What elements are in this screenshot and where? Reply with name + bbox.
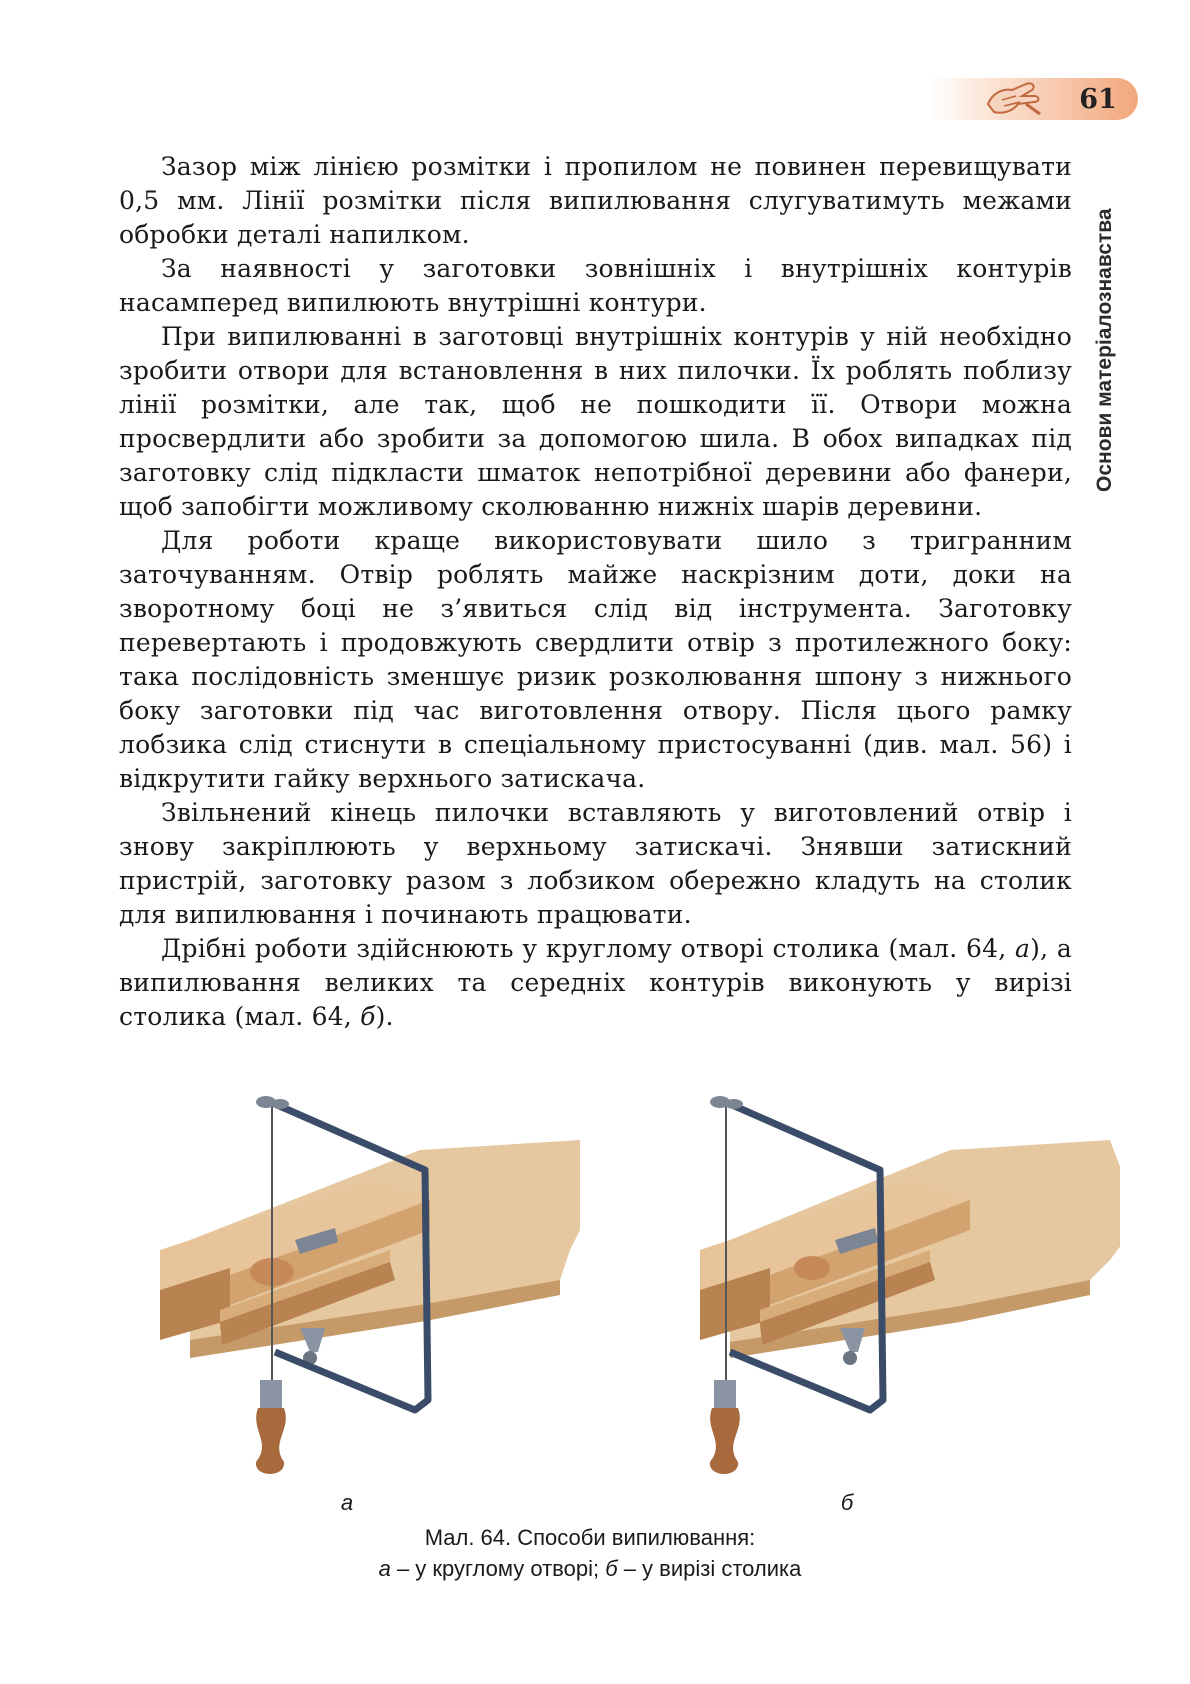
figure-label-b: б [840,1490,854,1515]
hands-tool-icon [982,74,1046,122]
paragraph: Для роботи краще використовувати шило з тригранним заточуванням. Отвір роблять майже наскрізним доти, доки на зворотному боці не з’явиться слід від інструмента. Заготовку перевертають і продовжують свердлити отвір з протилежного боку: така послідовність зменшує ризик розколювання шпону з нижнього боку заготовки під час виготовлення отвору. Після цього рамку лобзика слід стиснути в спеціальному пристосуванні (див. мал. 56) і відкрутити гайку верхнього затискача. [119,526,1072,793]
paragraph: Зазор між лінією розмітки і пропилом не повинен перевищувати 0,5 мм. Лінії розмітки після випилювання слугуватимуть межами обробки деталі напилком. [119,152,1072,249]
saw-handle [710,1380,740,1474]
illustration-table-cutout [700,1090,1120,1500]
paragraph: За наявності у заготовки зовнішніх і внутрішніх контурів насамперед випилюють внутрішні контури. [119,254,1072,317]
page-number: 61 [1079,84,1117,115]
paragraph: Звільнений кінець пилочки вставляють у виготовлений отвір і знову закріплюють у верхньому затискачі. Знявши затискний пристрій, заготовку разом з лобзиком обережно кладуть на столик для випилювання і починають працювати. [119,798,1072,929]
caption-legend: а – у круглому отворі; б – у вирізі столика [378,1556,802,1581]
saw-handle [256,1380,286,1474]
paragraph: При випилюванні в заготовці внутрішніх контурів у ній необхідно зробити отвори для встановлення в них пилочки. Їх роблять поблизу лінії розмітки, але так, щоб не пошкодити її. Отвори можна просвердлити або зробити за допомогою шила. В обох випадках під заготовку слід підкласти шматок непотрібної деревини або фанери, щоб запобігти можливому сколюванню нижніх шарів деревини. [119,322,1072,521]
section-side-label: Основи матеріалознавства [1093,208,1116,492]
paragraph: Дрібні роботи здійснюють у круглому отворі столика (мал. 64, а), а випилювання великих та середніх контурів виконують у вирізі столика (мал. 64, б). [119,934,1072,1031]
body-text [119,150,1072,1034]
illustration-round-hole [160,1090,580,1500]
figure-label-a: а [340,1490,354,1515]
caption-title: Мал. 64. Способи випилювання: [424,1525,756,1550]
figure-caption [250,1522,930,1584]
